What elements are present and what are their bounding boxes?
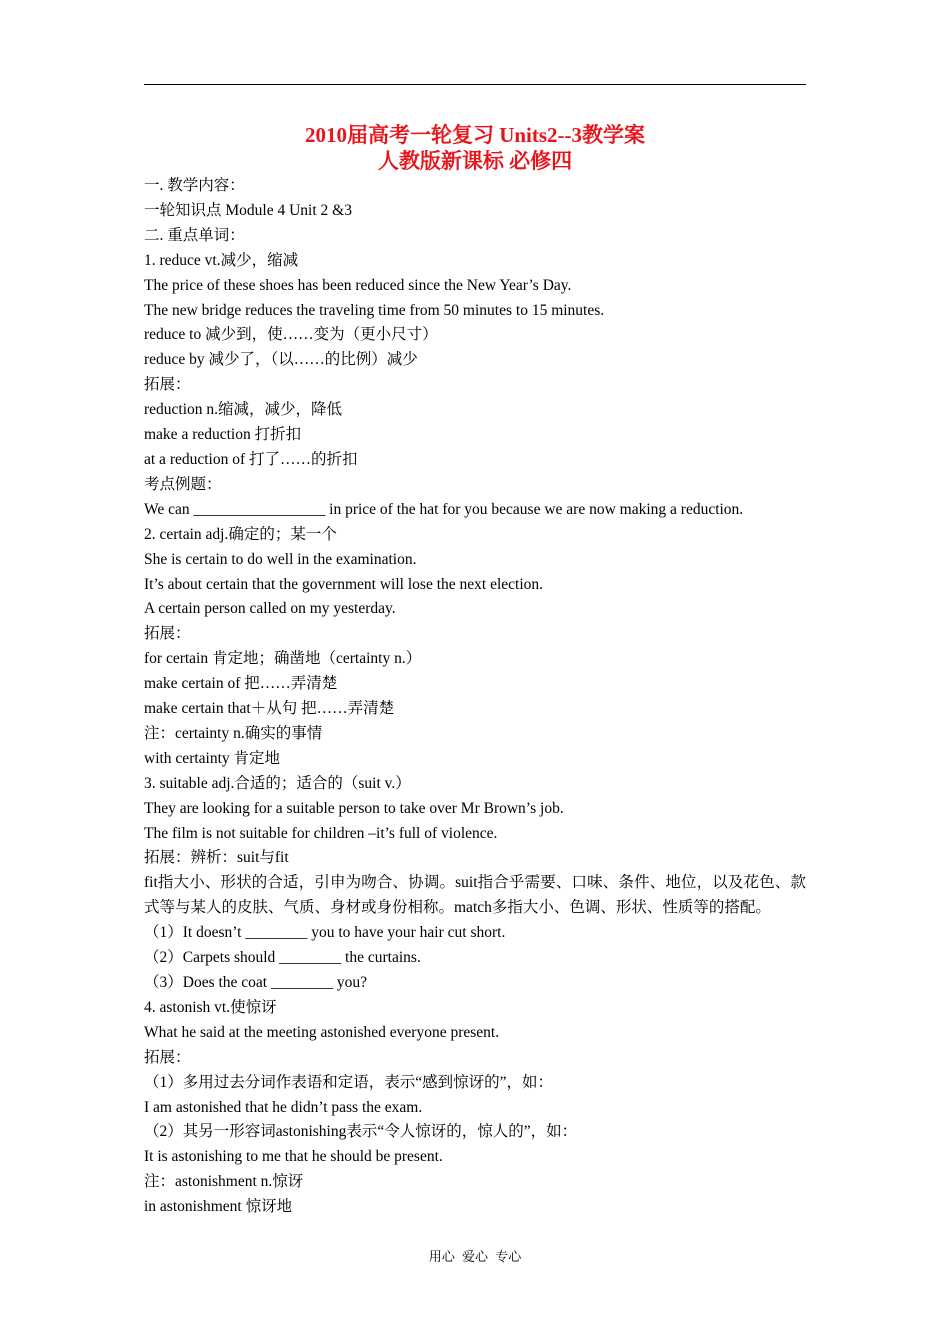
text-line: make a reduction 打折扣 (144, 426, 302, 444)
text-line: 拓展： (144, 625, 191, 643)
text-line: 一. 教学内容： (144, 177, 245, 194)
text-line: 考点例题： (144, 475, 222, 493)
text-line: 注：astonishment n.惊讶 (144, 1173, 304, 1191)
text-line: reduction n.缩减，减少，降低 (144, 401, 343, 419)
text-line: The new bridge reduces the traveling time from 50 minutes to 15 minutes. (144, 301, 605, 319)
text-line: 1. reduce vt.减少，缩减 (144, 251, 299, 269)
text-paragraph: fit指大小、形状的合适，引申为吻合、协调。suit指合乎需要、口味、条件、地位，以及花色、款式等与某人的皮肤、气质、身材或身份相称。match多指大小、色调、形状、性质等的搭配。 (144, 874, 806, 917)
text-line: They are looking for a suitable person to take over Mr Brown’s job. (144, 799, 564, 817)
text-line: The price of these shoes has been reduced since the New Year’s Day. (144, 276, 572, 294)
text-line: 拓展： (144, 376, 191, 394)
document-body (144, 174, 806, 1220)
text-line: A certain person called on my yesterday. (144, 600, 396, 618)
text-line: The film is not suitable for children –it’s full of violence. (144, 824, 498, 842)
text-line: 一轮知识点 Module 4 Unit 2 &3 (144, 201, 352, 219)
text-line: It is astonishing to me that he should be present. (144, 1148, 443, 1166)
text-line: We can _________________ in price of the hat for you because we are now making a reduction. (144, 500, 744, 518)
text-line: make certain that＋从句 把……弄清楚 (144, 700, 395, 718)
text-line: reduce by 减少了，（以……的比例）减少 (144, 351, 418, 369)
text-line: 注：certainty n.确实的事情 (144, 724, 323, 742)
text-line: with certainty 肯定地 (144, 749, 281, 767)
text-line: 2. certain adj.确定的；某一个 (144, 525, 337, 543)
text-line: What he said at the meeting astonished everyone present. (144, 1023, 500, 1041)
text-line: make certain of 把……弄清楚 (144, 675, 338, 693)
header-rule (144, 84, 806, 85)
text-line: 拓展： (144, 1048, 191, 1066)
text-line: （1）It doesn’t ________ you to have your hair cut short. (144, 924, 506, 942)
text-line: at a reduction of 打了……的折扣 (144, 450, 358, 468)
text-line: （1）多用过去分词作表语和定语，表示“感到惊讶的”，如： (144, 1073, 554, 1091)
text-line: （2）Carpets should ________ the curtains. (144, 949, 421, 967)
text-line: It’s about certain that the government will lose the next election. (144, 575, 544, 593)
text-line: 3. suitable adj.合适的；适合的（suit v.） (144, 774, 411, 792)
text-line: I am astonished that he didn’t pass the exam. (144, 1098, 423, 1116)
text-line: reduce to 减少到，使……变为（更小尺寸） (144, 326, 438, 344)
text-line: She is certain to do well in the examination. (144, 550, 417, 568)
text-line: in astonishment 惊讶地 (144, 1198, 293, 1216)
text-line: 4. astonish vt.使惊讶 (144, 998, 277, 1016)
text-line: （2）其另一形容词astonishing表示“令人惊讶的，惊人的”，如： (144, 1123, 578, 1141)
text-line: for certain 肯定地；确凿地（certainty n.） (144, 650, 422, 668)
page-footer: 用心 爱心 专心 (428, 1249, 522, 1264)
text-line: 拓展：辨析：suit与fit (144, 849, 289, 867)
text-line: （3）Does the coat ________ you? (144, 974, 367, 991)
document-subtitle: 人教版新课标 必修四 (377, 149, 573, 173)
document-title: 2010届高考一轮复习 Units2--3教学案 (304, 123, 646, 147)
text-line: 二. 重点单词： (144, 226, 245, 244)
